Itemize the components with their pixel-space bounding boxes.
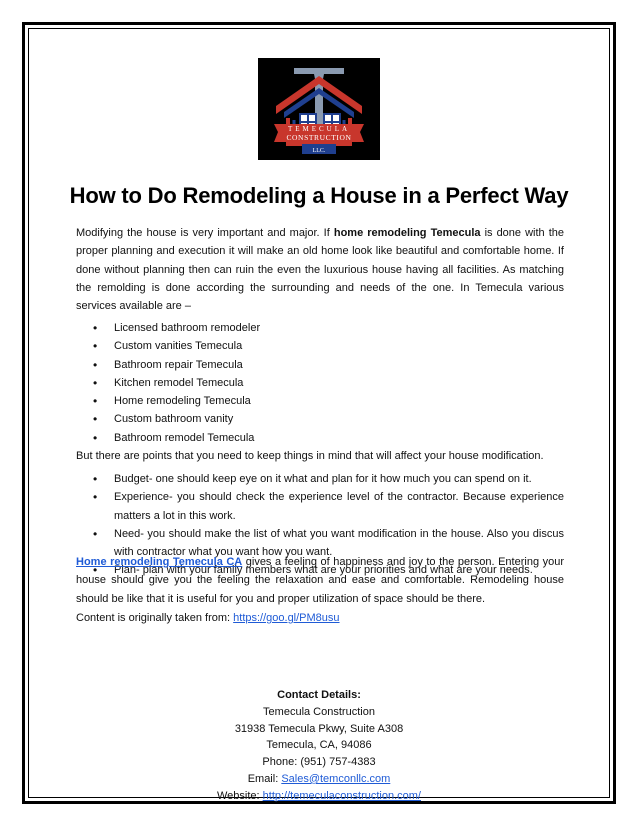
list-item: • Plan- plan with your family members what are your priorities and what are your needs.: [76, 561, 564, 579]
list-item: • Bathroom repair Temecula: [76, 356, 564, 374]
contact-email-line: [0, 771, 638, 788]
list-item: • Licensed bathroom remodeler: [76, 319, 564, 337]
contact-heading: Contact Details:: [277, 689, 361, 701]
intro-text-a: Modifying the house is very important and major. If: [76, 227, 334, 239]
intro-paragraph: [76, 224, 564, 315]
list-item: • Experience- you should check the experience level of the contractor. Because experience matters a lot in this work.: [76, 488, 564, 525]
logo-word-llc: LLC.: [312, 148, 326, 154]
contact-city: Temecula, CA, 94086: [266, 739, 372, 752]
list-item: • Kitchen remodel Temecula: [76, 374, 564, 392]
website-link[interactable]: http://temeculaconstruction.com/: [262, 789, 421, 802]
list-item: • Budget- one should keep eye on it what and plan for it how much you can spend on it.: [76, 470, 564, 488]
contact-website-line: [0, 788, 638, 805]
intro-text-b: is done with the proper planning and execution it will make an old home look like beautiful and comfortable home. If done without planning then can ruin the even the luxurious house having all facilities. As matching the remolding is done according the surrounding and needs of the one. In Temecula various services available are –: [76, 227, 565, 313]
intro-bold-keyword: home remodeling Temecula: [333, 227, 481, 239]
contact-company: Temecula Construction: [263, 705, 375, 718]
list-item: • Need- you should make the list of what you want modification in the house. Also you discus with contractor what you want how you want.: [76, 525, 564, 562]
website-label: Website:: [216, 789, 263, 802]
source-link[interactable]: https://goo.gl/PM8usu: [233, 612, 340, 624]
contact-street: 31938 Temecula Pkwy, Suite A308: [234, 722, 404, 735]
source-label: Content is originally taken from:: [76, 612, 234, 624]
home-remodeling-link[interactable]: Home remodeling Temecula CA: [76, 556, 243, 568]
temecula-construction-logo: [258, 58, 380, 160]
logo-word-temecula: TEMECULA: [287, 125, 351, 133]
list-item: • Custom vanities Temecula: [76, 337, 564, 355]
email-label: Email:: [247, 772, 282, 785]
house-hammer-logo-graphic: [258, 58, 380, 160]
services-list: [76, 319, 564, 447]
logo-word-construction: CONSTRUCTION: [286, 133, 352, 142]
list-item: • Custom bathroom vanity: [76, 410, 564, 428]
contact-details: [0, 687, 638, 805]
list-item: • Bathroom remodel Temecula: [76, 429, 564, 447]
list-item: • Home remodeling Temecula: [76, 392, 564, 410]
source-line: [76, 609, 564, 627]
closing-text: gives a feeling of happiness and joy to the person. Entering your house should give you the feeling the relaxation and ease and comfortable. Remodeling house should be like that it is useful for you and proper utilization of space should be there.: [76, 556, 564, 605]
contact-phone: Phone: (951) 757-4383: [262, 756, 376, 769]
email-link[interactable]: Sales@temconllc.com: [281, 772, 391, 785]
points-intro: But there are points that you need to keep things in mind that will affect your house modification.: [76, 450, 544, 462]
closing-paragraph: [76, 553, 564, 608]
article-title: How to Do Remodeling a House in a Perfect Way: [69, 183, 569, 208]
